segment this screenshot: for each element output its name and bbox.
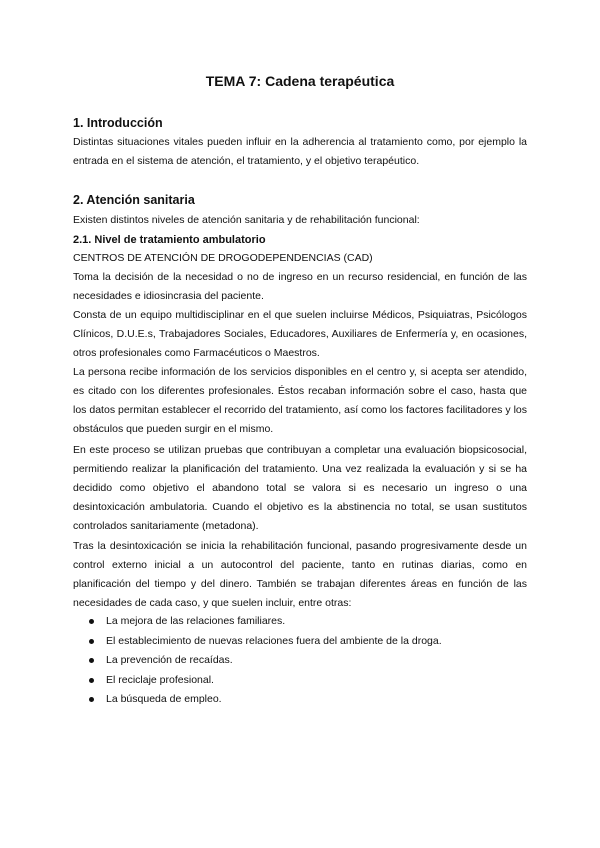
list-item xyxy=(73,690,442,710)
list-item xyxy=(73,612,442,632)
list-item-text: La prevención de recaídas. xyxy=(106,654,233,666)
paragraph: Toma la decisión de la necesidad o no de ingreso en un recurso residencial, en función de las necesidades e idiosincrasia del paciente. xyxy=(73,271,527,302)
bullet-icon xyxy=(89,678,94,683)
list-item xyxy=(73,651,442,671)
atencion-intro: Existen distintos niveles de atención sanitaria y de rehabilitación funcional: xyxy=(73,214,420,226)
list-item xyxy=(73,632,442,652)
bullet-icon xyxy=(89,697,94,702)
paragraph: Tras la desintoxicación se inicia la rehabilitación funcional, pasando progresivamente desde un control externo inicial a un autocontrol del paciente, tanto en rutinas diarias, como en planificación del tiempo y del dinero. También se trabajan diferentes áreas en función de las necesidades de cada caso, y que suelen incluir, entre otras: xyxy=(73,540,527,609)
subsection-heading-ambulatorio: 2.1. Nivel de tratamiento ambulatorio xyxy=(73,234,266,246)
document-title: TEMA 7: Cadena terapéutica xyxy=(205,73,395,89)
paragraph: La persona recibe información de los servicios disponibles en el centro y, si acepta ser atendido, es citado con los diferentes profesionales. Éstos recaban información sobre el caso, hasta que los datos permitan establecer el recorrido del tratamiento, así como los factores facilitadores y los obstáculos que pueden surgir en el mismo. xyxy=(73,366,527,435)
paragraph: Consta de un equipo multidisciplinar en el que suelen incluirse Médicos, Psiquiatras, Psicólogos Clínicos, D.U.E.s, Trabajadores Sociales, Educadores, Auxiliares de Enfermería y, en ocasiones, otros profesionales como Farmacéuticos o Maestros. xyxy=(73,309,527,359)
cad-title: CENTROS DE ATENCIÓN DE DROGODEPENDENCIAS (CAD) xyxy=(73,252,373,264)
section-heading-introduccion: 1. Introducción xyxy=(73,116,163,130)
section-heading-atencion-sanitaria: 2. Atención sanitaria xyxy=(73,193,195,207)
list-item-text: La mejora de las relaciones familiares. xyxy=(106,615,286,627)
list-item-text: El reciclaje profesional. xyxy=(106,673,214,686)
paragraph: En este proceso se utilizan pruebas que contribuyan a completar una evaluación biopsicosocial, permitiendo realizar la planificación del tratamiento. Una vez realizada la evaluación y si se ha decidido como objetivo el abandono total se valora si es necesario un ingreso o una desintoxicación ambulatoria. Cuando el objetivo es la abstinencia no total, se usan sustitutos controlados sanitariamente (metadona). xyxy=(73,444,527,532)
bullet-icon xyxy=(89,619,94,624)
list-item-text: El establecimiento de nuevas relaciones fuera del ambiente de la droga. xyxy=(106,634,442,647)
intro-paragraph: Distintas situaciones vitales pueden influir en la adherencia al tratamiento como, por ejemplo la entrada en el sistema de atención, el tratamiento, y el objetivo terapéutico. xyxy=(73,136,527,167)
list-item-text: La búsqueda de empleo. xyxy=(106,693,222,705)
areas-list xyxy=(73,612,442,710)
bullet-icon xyxy=(89,658,94,663)
bullet-icon xyxy=(89,639,94,644)
list-item xyxy=(73,671,442,691)
